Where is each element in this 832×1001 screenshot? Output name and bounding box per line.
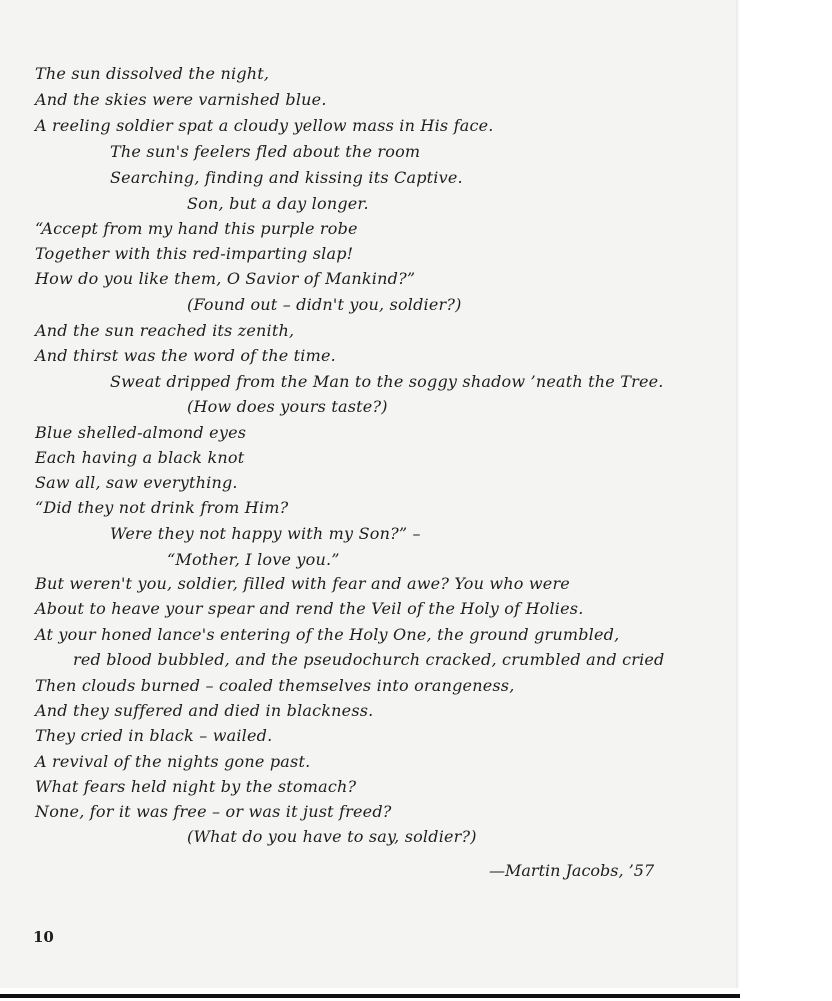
poem-line: The sun dissolved the night, [35, 64, 270, 83]
page-number: 10 [33, 928, 54, 946]
page-edge [736, 0, 739, 988]
poem-line: Searching, finding and kissing its Captive. [110, 168, 463, 187]
poem-line: A reeling soldier spat a cloudy yellow mass in His face. [35, 116, 494, 135]
poem-line: And thirst was the word of the time. [35, 346, 336, 365]
poem-line: (What do you have to say, soldier?) [187, 827, 477, 846]
poem-line: (Found out – didn't you, soldier?) [187, 295, 462, 314]
poem-line: About to heave your spear and rend the Veil of the Holy of Holies. [35, 599, 584, 618]
poem-line: How do you like them, O Savior of Mankind?” [35, 269, 416, 288]
poem-line: Were they not happy with my Son?” – [110, 524, 421, 543]
poem-line: Each having a black knot [35, 448, 245, 467]
poem-line: A revival of the nights gone past. [35, 752, 311, 771]
poem-line: None, for it was free – or was it just freed? [35, 802, 392, 821]
poem-line: And the sun reached its zenith, [35, 321, 295, 340]
poem-line: (How does yours taste?) [187, 397, 388, 416]
poem-line: “Mother, I love you.” [167, 550, 340, 569]
poem-line: Together with this red-imparting slap! [35, 244, 354, 263]
poem-line: Sweat dripped from the Man to the soggy shadow ’neath the Tree. [110, 372, 664, 391]
poem-line: “Did they not drink from Him? [35, 498, 289, 517]
poem-line: At your honed lance's entering of the Holy One, the ground grumbled, [35, 625, 620, 644]
poem-line: “Accept from my hand this purple robe [35, 219, 358, 238]
poem-line: They cried in black – wailed. [35, 726, 273, 745]
poem-line: Blue shelled-almond eyes [35, 423, 247, 442]
poem-line: What fears held night by the stomach? [35, 777, 357, 796]
poem-line: red blood bubbled, and the pseudochurch cracked, crumbled and cried [73, 650, 665, 669]
poem-line: Saw all, saw everything. [35, 473, 238, 492]
poem-line: And they suffered and died in blackness. [35, 701, 374, 720]
bottom-rule [0, 994, 740, 998]
author-signature: —Martin Jacobs, ’57 [489, 861, 655, 880]
poem-line: But weren't you, soldier, filled with fear and awe? You who were [35, 574, 570, 593]
poem-line: The sun's feelers fled about the room [110, 142, 421, 161]
poem-line: And the skies were varnished blue. [35, 90, 327, 109]
poem-line: Then clouds burned – coaled themselves into orangeness, [35, 676, 515, 695]
poem-line: Son, but a day longer. [187, 194, 369, 213]
